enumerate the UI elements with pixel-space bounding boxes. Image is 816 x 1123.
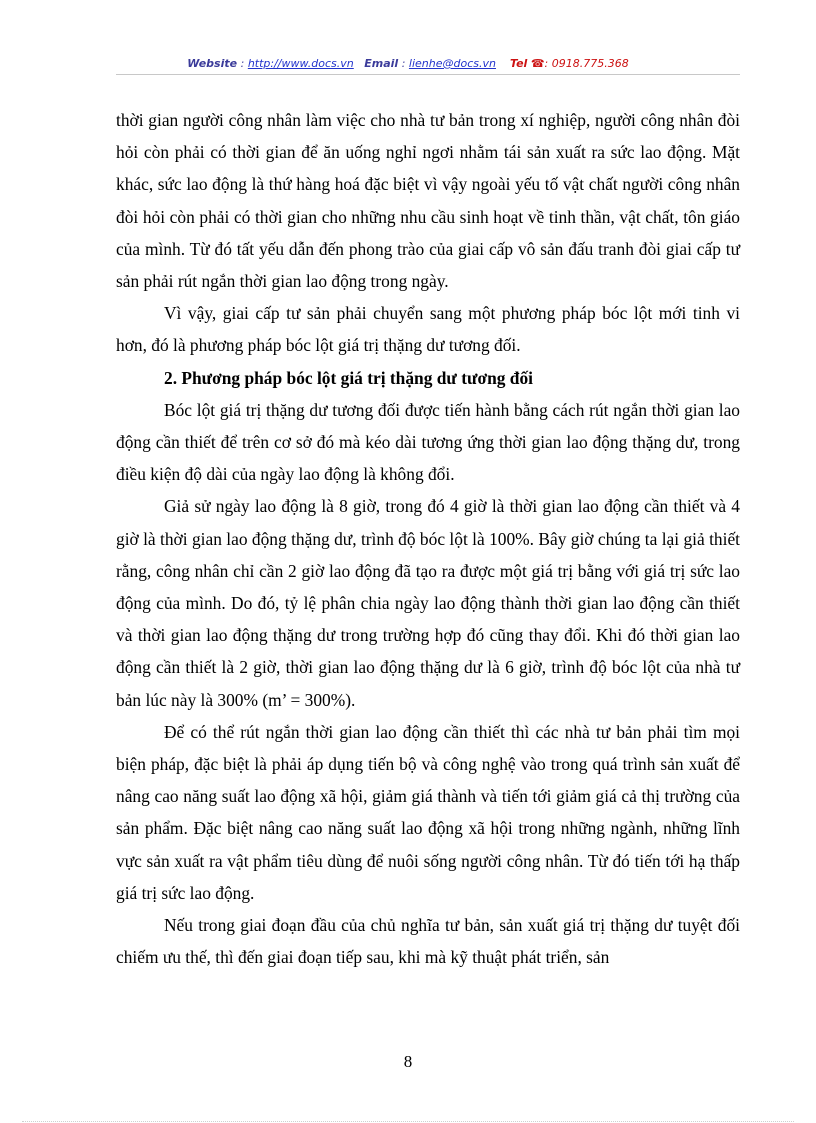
- section-heading: 2. Phương pháp bóc lột giá trị thặng dư tương đối: [164, 367, 533, 388]
- page-number: 8: [403, 1052, 413, 1071]
- paragraph: Giả sử ngày lao động là 8 giờ, trong đó 4 giờ là thời gian lao động cần thiết và 4 giờ là thời gian lao động thặng dư, trình độ bóc lột là 100%. Bây giờ chúng ta lại giả thiết rằng, công nhân chỉ cần 2 giờ lao động đã tạo ra được một giá trị bằng với giá trị sức lao động của mình. Do đó, tỷ lệ phân chia ngày lao động thành thời gian lao động cần thiết và thời gian lao động thặng dư trong trường hợp đó cũng thay đổi. Khi đó thời gian lao động cần thiết là 2 giờ, thời gian lao động thặng dư là 6 giờ, trình độ bóc lột của nhà tư bản lúc này là 300% (m’ = 300%).: [116, 496, 740, 710]
- tel-label: Tel: [509, 57, 528, 70]
- paragraph: Để có thể rút ngắn thời gian lao động cần thiết thì các nhà tư bản phải tìm mọi biện pháp, đặc biệt là phải áp dụng tiến bộ và công nghệ vào trong quá trình sản xuất để nâng cao năng suất lao động xã hội, giảm giá thành và tiến tới giảm giá cả thị trường của sản phẩm. Đặc biệt nâng cao năng suất lao động xã hội trong những ngành, những lĩnh vực sản xuất ra vật phẩm tiêu dùng để nuôi sống người công nhân. Từ đó tiến tới hạ thấp giá trị sức lao động.: [116, 721, 740, 903]
- body-text: [116, 104, 740, 973]
- phone-icon: ☎: [530, 57, 545, 70]
- paragraph: Vì vậy, giai cấp tư sản phải chuyển sang một phương pháp bóc lột mới tinh vi hơn, đó là phương pháp bóc lột giá trị thặng dư tương đối.: [116, 303, 740, 356]
- paragraph: Nếu trong giai đoạn đầu của chủ nghĩa tư bản, sản xuất giá trị thặng dư tuyệt đối chiếm ưu thế, thì đến giai đoạn tiếp sau, khi mà kỹ thuật phát triển, sản: [116, 915, 740, 968]
- website-link[interactable]: http://www.docs.vn: [247, 57, 354, 70]
- website-separator: :: [237, 57, 248, 70]
- tel-value: : 0918.775.368: [544, 57, 629, 70]
- email-separator: :: [398, 57, 409, 70]
- website-label: Website: [187, 57, 238, 70]
- paragraph: Bóc lột giá trị thặng dư tương đối được tiến hành bằng cách rút ngắn thời gian lao động cần thiết để trên cơ sở đó mà kéo dài tương ứng thời gian lao động thặng dư, trong điều kiện độ dài của ngày lao động là không đổi.: [116, 399, 740, 485]
- page-header: [0, 57, 816, 70]
- page-bottom-border: [22, 1121, 794, 1122]
- header-divider: [116, 74, 740, 75]
- email-link[interactable]: lienhe@docs.vn: [408, 57, 496, 70]
- paragraph-continued: thời gian người công nhân làm việc cho nhà tư bản trong xí nghiệp, người công nhân đòi hỏi còn phải có thời gian để ăn uống nghỉ ngơi nhằm tái sản xuất ra sức lao động. Mặt khác, sức lao động là thứ hàng hoá đặc biệt vì vậy ngoài yếu tố vật chất người công nhân đòi hỏi còn phải có thời gian cho những nhu cầu sinh hoạt về tinh thần, vật chất, tôn giáo của mình. Từ đó tất yếu dẫn đến phong trào của giai cấp vô sản đấu tranh đòi giai cấp tư sản phải rút ngắn thời gian lao động trong ngày.: [116, 110, 740, 292]
- email-label: Email: [364, 57, 399, 70]
